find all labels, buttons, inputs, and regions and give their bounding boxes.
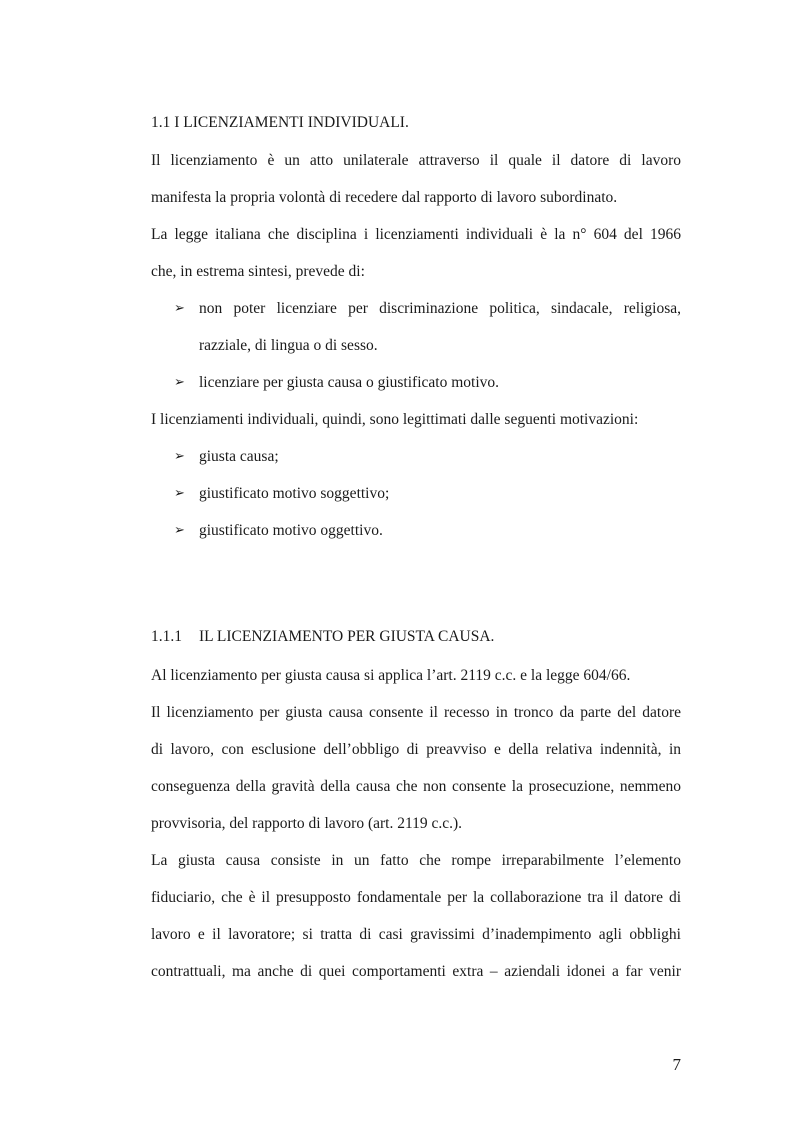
text-line: giustificato motivo soggettivo; [199,485,390,502]
text-line: conseguenza della gravità della causa che non consente la prosecuzione, nemmeno [151,778,681,795]
paragraph-law [151,216,681,290]
list-item [174,290,681,364]
text-line: giustificato motivo oggettivo. [199,522,383,539]
text-line: non poter licenziare per discriminazione politica, sindacale, religiosa, [199,300,681,317]
document-page [151,0,681,1123]
text-line: Il licenziamento è un atto unilaterale attraverso il quale il datore di lavoro [151,152,681,169]
paragraph-article [151,657,681,694]
arrowhead-bullet-icon: ➢ [174,375,185,390]
text-line: fiduciario, che è il presupposto fondamentale per la collaborazione tra il datore di [151,889,681,906]
text-line: manifesta la propria volontà di recedere dal rapporto di lavoro subordinato. [151,189,618,206]
paragraph-definition [151,142,681,216]
text-line: razziale, di lingua o di sesso. [199,337,378,354]
text-line: provvisoria, del rapporto di lavoro (art. 2119 c.c.). [151,815,463,832]
text-line: che, in estrema sintesi, prevede di: [151,263,365,280]
subsection-title: IL LICENZIAMENTO PER GIUSTA CAUSA. [199,628,495,645]
page-number: 7 [672,1055,681,1074]
list-item [174,512,681,549]
arrowhead-bullet-icon: ➢ [174,523,185,538]
subsection-heading [151,627,494,647]
arrowhead-bullet-icon: ➢ [174,301,185,316]
paragraph-giusta-causa [151,842,681,990]
text-line: I licenziamenti individuali, quindi, sono legittimati dalle seguenti motivazioni: [151,411,639,428]
text-line: Il licenziamento per giusta causa consente il recesso in tronco da parte del datore [151,704,681,721]
text-line: lavoro e il lavoratore; si tratta di casi gravissimi d’inadempimento agli obblighi [151,926,681,943]
list-item [174,364,681,401]
paragraph-recesso [151,694,681,842]
arrowhead-bullet-icon: ➢ [174,449,185,464]
subsection-number: 1.1.1 [151,628,182,645]
text-line: La giusta causa consiste in un fatto che rompe irreparabilmente l’elemento [151,852,681,869]
text-line: contrattuali, ma anche di quei comportamenti extra – aziendali idonei a far venir [151,963,681,980]
text-line: giusta causa; [199,448,279,465]
list-item [174,475,681,512]
text-line: licenziare per giusta causa o giustificato motivo. [199,374,499,391]
text-line: Al licenziamento per giusta causa si applica l’art. 2119 c.c. e la legge 604/66. [151,667,631,684]
list-item [174,438,681,475]
arrowhead-bullet-icon: ➢ [174,486,185,501]
paragraph-motivations [151,401,681,438]
text-line: La legge italiana che disciplina i licenziamenti individuali è la n° 604 del 1966 [151,226,681,243]
section-heading: 1.1 I LICENZIAMENTI INDIVIDUALI. [151,114,409,131]
text-line: di lavoro, con esclusione dell’obbligo di preavviso e della relativa indennità, in [151,741,681,758]
